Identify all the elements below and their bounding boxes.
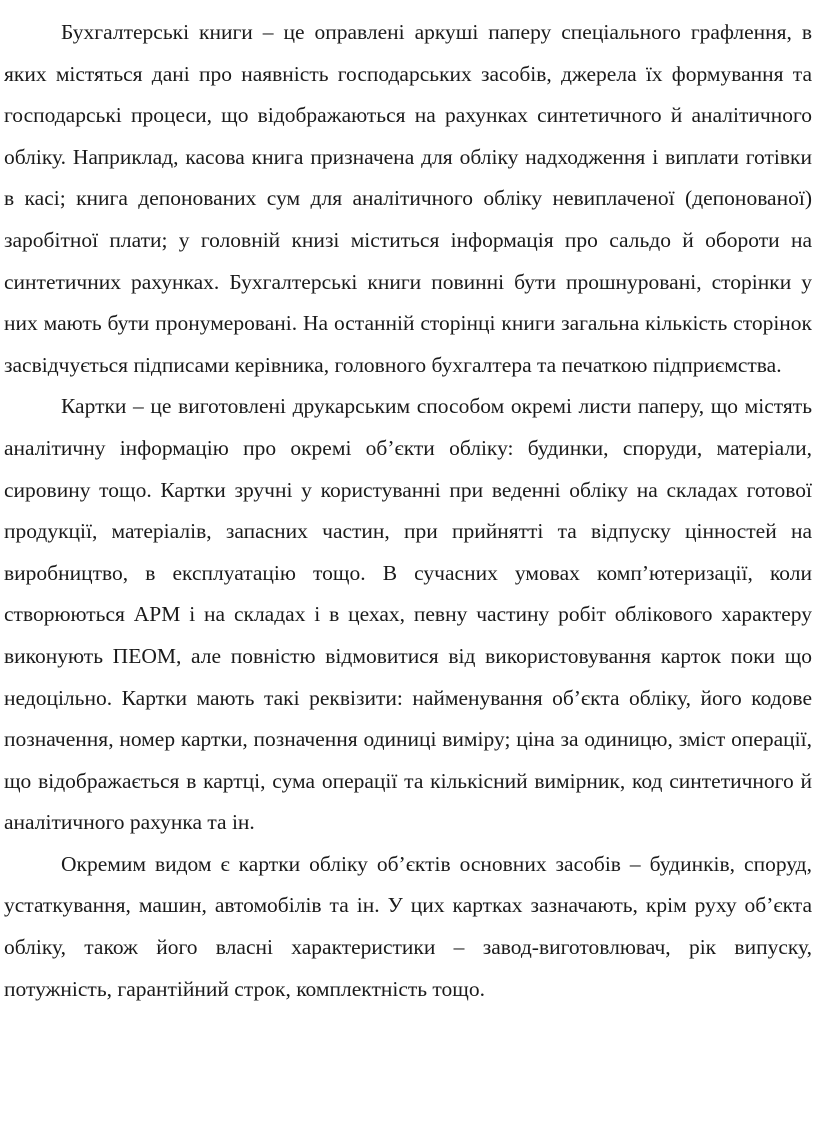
paragraph-cards: Картки – це виготовлені друкарським способом окремі листи паперу, що містять аналітичну інформацію про окремі об’єкти обліку: будинки, споруди, матеріали, сировину тощо. Картки зручні у користуванні при веденні обліку на складах готової продукції, матеріалів, запасних частин, при прийнятті та відпуску цінностей на виробництво, в експлуатацію тощо. В сучасних умовах комп’ютеризації, коли створюються АРМ і на складах і в цехах, певну частину робіт облікового характеру виконують ПЕОМ, але повністю відмовитися від використовування карток поки що недоцільно. Картки мають такі реквізити: найменування об’єкта обліку, його кодове позначення, номер картки, позначення одиниці виміру; ціна за одиницю, зміст операції, що відображається в картці, сума операції та кількісний вимірник, код синтетичного й аналітичного рахунка та ін. <box>4 394 812 835</box>
paragraph-accounting-books: Бухгалтерські книги – це оправлені аркуші паперу спеціального графлення, в яких містяться дані про наявність господарських засобів, джерела їх формування та господарські процеси, що відображаються на рахунках синтетичного й аналітичного обліку. Наприклад, касова книга призначена для обліку надходження і виплати готівки в касі; книга депонованих сум для аналітичного обліку невиплаченої (депонованої) заробітної плати; у головній книзі міститься інформація про сальдо й обороти на синтетичних рахунках. Бухгалтерські книги повинні бути прошнуровані, сторінки у них мають бути пронумеровані. На останній сторінці книги загальна кількість сторінок засвідчується підписами керівника, головного бухгалтера та печаткою підприємства. <box>4 20 812 377</box>
paragraph-fixed-asset-cards: Окремим видом є картки обліку об’єктів основних засобів – будинків, споруд, устаткування, машин, автомобілів та ін. У цих картках зазначають, крім руху об’єкта обліку, також його власні характеристики – завод-виготовлювач, рік випуску, потужність, гарантійний строк, комплектність тощо. <box>4 851 812 1001</box>
